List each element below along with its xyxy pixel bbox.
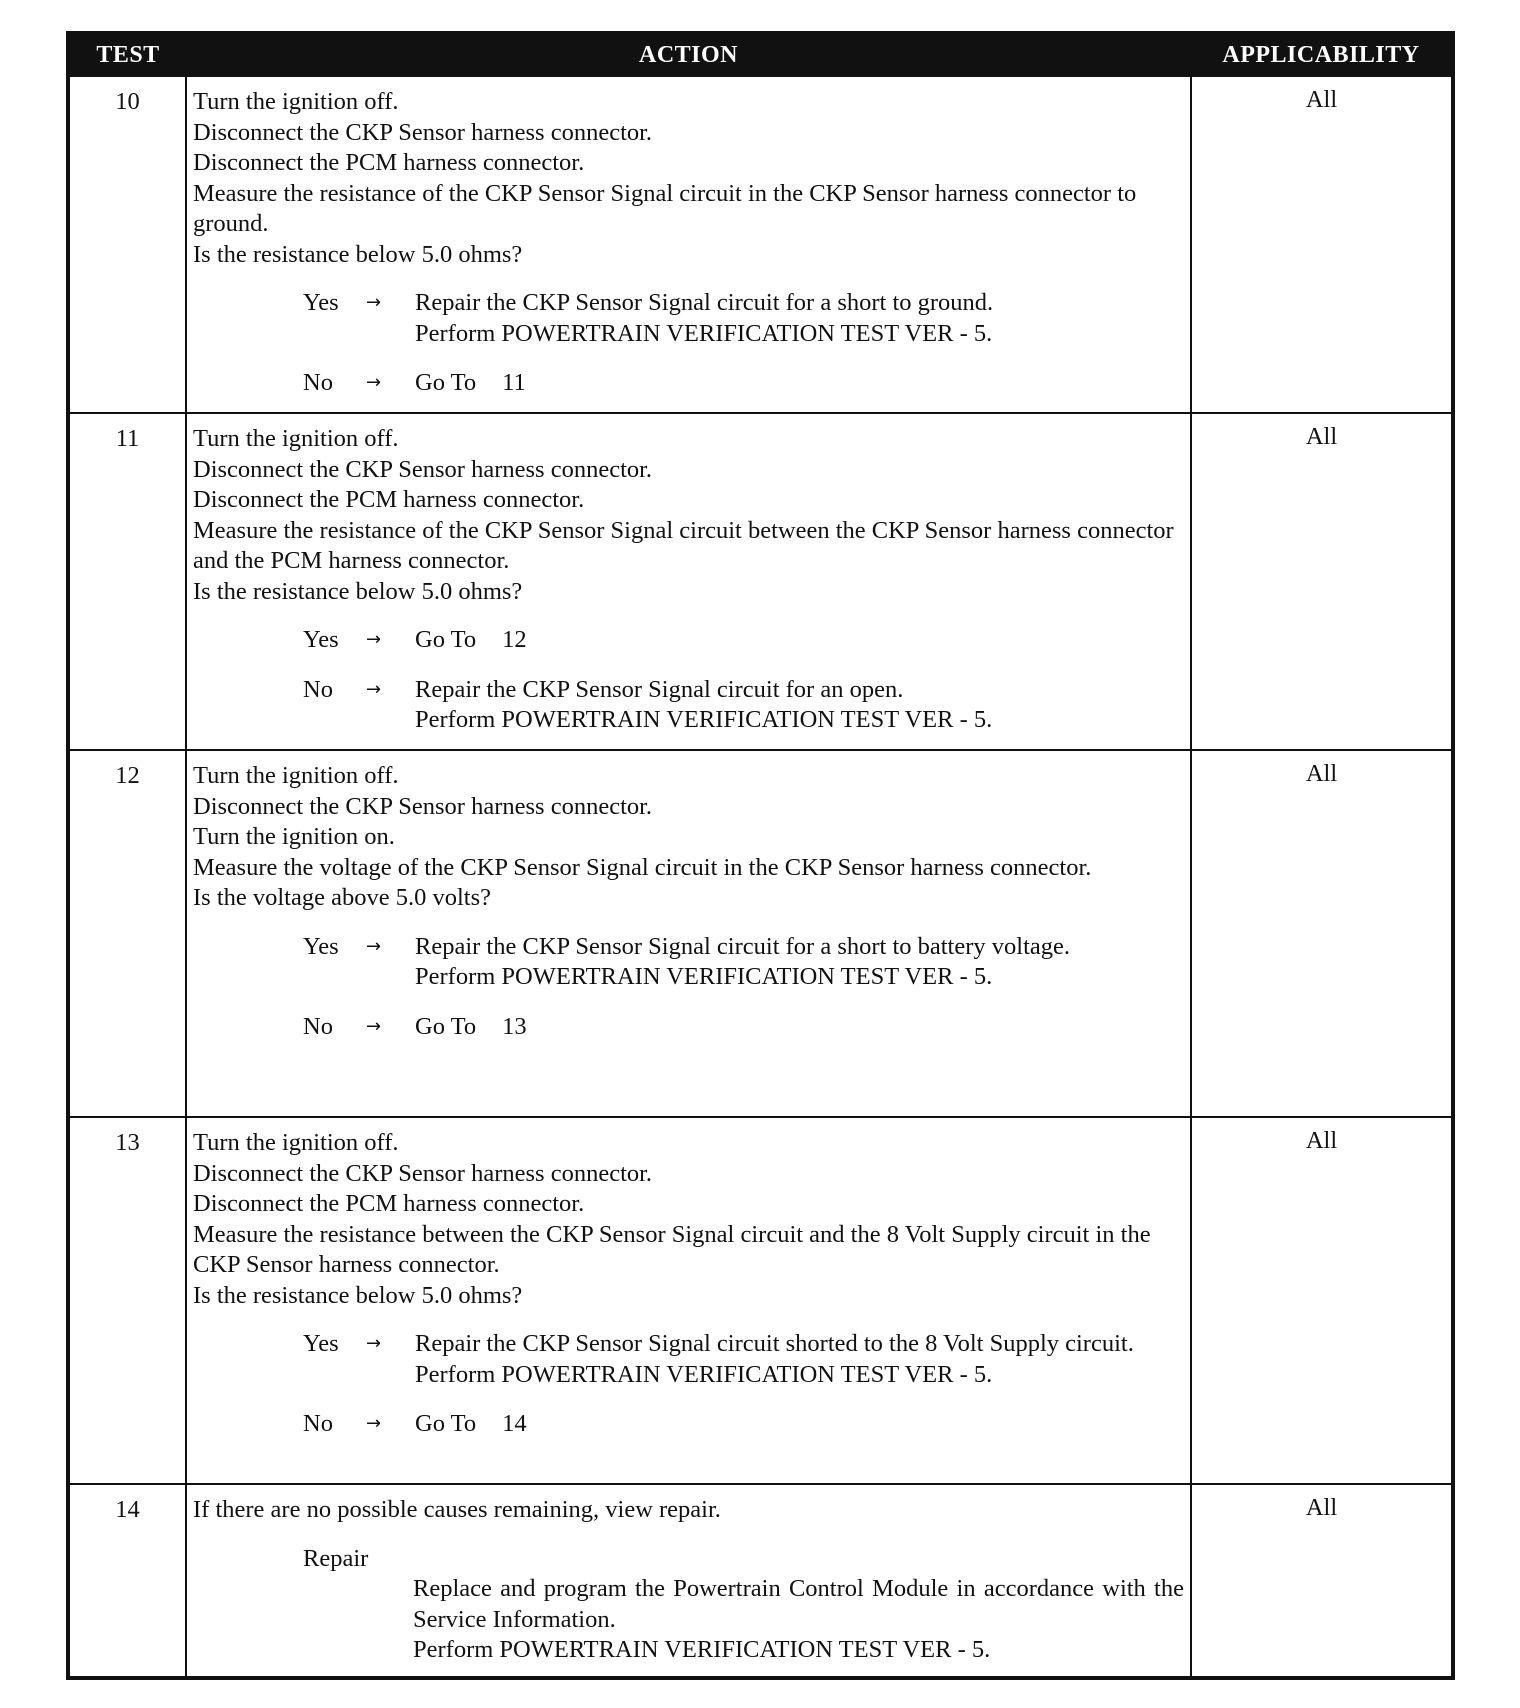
- goto-test-number: 12: [502, 626, 527, 653]
- table-row: [68, 1484, 1453, 1678]
- result-yes: [193, 288, 1184, 349]
- right-arrow-icon: →: [366, 1333, 382, 1354]
- right-arrow-icon: →: [366, 292, 382, 313]
- result-line: Perform POWERTRAIN VERIFICATION TEST VER - 5.: [415, 706, 993, 733]
- test-number: 13: [68, 1117, 186, 1484]
- goto-label: Go To: [415, 1012, 477, 1040]
- right-arrow-icon: →: [366, 629, 382, 650]
- result-label: No: [303, 1410, 333, 1437]
- result-no: [193, 368, 1184, 399]
- result-line: Repair the CKP Sensor Signal circuit for an open.: [415, 675, 904, 703]
- action-step: Measure the resistance between the CKP Sensor Signal circuit and the 8 Volt Supply circuit in the CKP Sensor harness connector.: [193, 1220, 1151, 1278]
- result-list: [193, 932, 1184, 1043]
- goto-link[interactable]: [415, 368, 1184, 399]
- test-number: 14: [68, 1484, 186, 1678]
- action-step: Disconnect the CKP Sensor harness connector.: [193, 792, 653, 820]
- result-line: Repair the CKP Sensor Signal circuit for a short to battery voltage.: [415, 932, 1071, 960]
- result-label: No: [303, 675, 333, 703]
- goto-link[interactable]: [415, 625, 1184, 656]
- diagnostic-test-table: [66, 31, 1455, 1680]
- repair-block: [193, 1544, 1184, 1666]
- goto-link[interactable]: [415, 1409, 1184, 1440]
- result-line: Repair the CKP Sensor Signal circuit for a short to ground.: [415, 289, 994, 316]
- applicability-cell: All: [1191, 76, 1453, 413]
- result-text: [415, 288, 1184, 349]
- action-step: Turn the ignition off.: [193, 1129, 399, 1156]
- table-row: [68, 413, 1453, 750]
- applicability-cell: All: [1191, 413, 1453, 750]
- applicability-cell: All: [1191, 1117, 1453, 1484]
- result-text: [415, 675, 1184, 736]
- result-list: [193, 288, 1184, 399]
- repair-text: [413, 1574, 1184, 1666]
- action-step: Turn the ignition on.: [193, 823, 395, 850]
- result-list: [193, 625, 1184, 736]
- action-step: Turn the ignition off.: [193, 88, 399, 115]
- goto-label: Go To: [415, 626, 477, 653]
- action-step: Disconnect the PCM harness connector.: [193, 486, 585, 513]
- action-step: Turn the ignition off.: [193, 762, 399, 789]
- result-label: No: [303, 369, 333, 396]
- action-step: Disconnect the CKP Sensor harness connector.: [193, 118, 653, 146]
- result-yes: [193, 1329, 1184, 1390]
- repair-label: Repair: [303, 1544, 369, 1572]
- result-line: Perform POWERTRAIN VERIFICATION TEST VER - 5.: [415, 1360, 993, 1388]
- action-question: Is the voltage above 5.0 volts?: [193, 884, 492, 911]
- action-step: Measure the resistance of the CKP Sensor Signal circuit between the CKP Sensor harness connector and the PCM harness connector.: [193, 516, 1174, 574]
- result-label: Yes: [303, 1330, 339, 1357]
- action-cell: [186, 1117, 1191, 1484]
- test-number: 12: [68, 750, 186, 1117]
- action-step: Measure the voltage of the CKP Sensor Signal circuit in the CKP Sensor harness connector.: [193, 853, 1092, 881]
- result-line: Repair the CKP Sensor Signal circuit shorted to the 8 Volt Supply circuit.: [415, 1330, 1134, 1357]
- action-step: Disconnect the PCM harness connector.: [193, 149, 585, 176]
- result-yes: [193, 625, 1184, 656]
- action-step: If there are no possible causes remaining, view repair.: [193, 1496, 721, 1523]
- result-no: [193, 1409, 1184, 1440]
- action-cell: [186, 750, 1191, 1117]
- result-list: [193, 1329, 1184, 1440]
- goto-label: Go To: [415, 1410, 477, 1437]
- goto-test-number: 11: [502, 369, 526, 396]
- goto-link[interactable]: [415, 1012, 1184, 1043]
- action-step: Disconnect the CKP Sensor harness connector.: [193, 1159, 653, 1187]
- action-question: Is the resistance below 5.0 ohms?: [193, 577, 523, 605]
- right-arrow-icon: →: [366, 1413, 382, 1434]
- action-cell: [186, 1484, 1191, 1678]
- repair-line: Perform POWERTRAIN VERIFICATION TEST VER - 5.: [413, 1636, 991, 1663]
- action-cell: [186, 413, 1191, 750]
- header-applicability: APPLICABILITY: [1191, 33, 1453, 76]
- right-arrow-icon: →: [366, 372, 382, 393]
- header-test: TEST: [68, 33, 186, 76]
- goto-test-number: 14: [502, 1410, 527, 1437]
- result-label: Yes: [303, 932, 339, 960]
- right-arrow-icon: →: [366, 1015, 382, 1037]
- table-body: [68, 76, 1453, 1678]
- table-header: [68, 33, 1453, 76]
- result-line: Perform POWERTRAIN VERIFICATION TEST VER - 5.: [415, 319, 993, 347]
- test-number: 11: [68, 413, 186, 750]
- action-cell: [186, 76, 1191, 413]
- action-step: Turn the ignition off.: [193, 425, 399, 452]
- action-question: Is the resistance below 5.0 ohms?: [193, 1281, 523, 1309]
- goto-test-number: 13: [502, 1012, 527, 1040]
- result-no: [193, 1012, 1184, 1043]
- action-step: Disconnect the CKP Sensor harness connector.: [193, 455, 653, 483]
- header-action: ACTION: [186, 33, 1191, 76]
- right-arrow-icon: →: [366, 678, 382, 700]
- right-arrow-icon: →: [366, 935, 382, 957]
- result-label: Yes: [303, 289, 339, 316]
- header-row: [68, 33, 1453, 76]
- result-yes: [193, 932, 1184, 993]
- goto-label: Go To: [415, 369, 477, 396]
- result-text: [415, 1329, 1184, 1390]
- result-label: No: [303, 1012, 333, 1040]
- result-text: [415, 932, 1184, 993]
- table-row: [68, 750, 1453, 1117]
- result-label: Yes: [303, 626, 339, 653]
- repair-line: Replace and program the Powertrain Control Module in accordance with the Service Information.: [413, 1575, 1184, 1633]
- result-line: Perform POWERTRAIN VERIFICATION TEST VER - 5.: [415, 963, 993, 990]
- table-row: [68, 76, 1453, 413]
- result-no: [193, 675, 1184, 736]
- test-number: 10: [68, 76, 186, 413]
- action-step: Measure the resistance of the CKP Sensor Signal circuit in the CKP Sensor harness connector to ground.: [193, 179, 1137, 237]
- table-row: [68, 1117, 1453, 1484]
- applicability-cell: All: [1191, 750, 1453, 1117]
- action-question: Is the resistance below 5.0 ohms?: [193, 240, 523, 268]
- applicability-cell: All: [1191, 1484, 1453, 1678]
- action-step: Disconnect the PCM harness connector.: [193, 1190, 585, 1217]
